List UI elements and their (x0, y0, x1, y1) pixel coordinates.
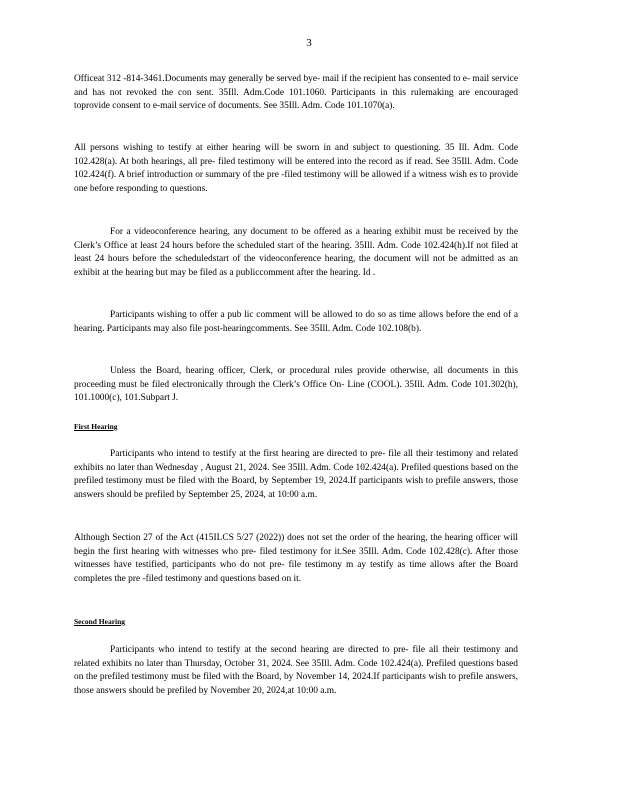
paragraph-sworn-testimony: All persons wishing to testify at either hearing will be sworn in and subject to questioning. 35 Ill. Adm. Code 102.428(a). At both hearings, all pre- filed testimony will be entered into the record as if read. See 35Ill. Adm. Code 102.424(f). A brief introduction or summary of the pre -filed testimony will be allowed if a witness wish es to provide one before responding to questions. (74, 143, 518, 194)
paragraph-service-documents: Officeat 312 -814-3461.Documents may generally be served bye- mail if the recipient has consented to e- mail service and has not revoked the con sent. 35Ill. Adm.Code 101.1060. Participants in this rulemaking are encouraged toprovide consent to e-mail service of documents. See 35Ill. Adm. Code 101.1070(a). (74, 74, 518, 112)
paragraph-second-hearing-prefile: Participants who intend to testify at the second hearing are directed to pre- file all their testimony and related exhibits no later than Thursday, October 31, 2024. See 35Ill. Adm. Code 102.424(a). Prefiled questions based on the prefiled testimony must be filed with the Board, by November 14, 2024.If participants wish to prefile answers, those answers should be prefiled by November 20, 2024,at 10:00 a.m. (74, 645, 518, 696)
paragraph-hearing-order: Although Section 27 of the Act (415ILCS 5/27 (2022)) does not set the order of the hearing, the hearing officer will begin the first hearing with witnesses who pre- filed testimony for it.See 35Ill. Adm. Code 102.428(c). After those witnesses have testified, participants who do not pre- file testimony m ay testify as time allows after the Board completes the pre -filed testimony and questions based on it. (74, 533, 518, 584)
heading-second-hearing: Second Hearing (74, 617, 126, 626)
paragraph-public-comment: Participants wishing to offer a pub lic comment will be allowed to do so as time allows before the end of a hearing. Participants may also file post-hearingcomments. See 35Ill. Adm. Code 102.108(b). (74, 310, 518, 334)
paragraph-first-hearing-prefile: Participants who intend to testify at the first hearing are directed to pre- file all their testimony and related exhibits no later than Wednesday , August 21, 2024. See 35Ill. Adm. Code 102.424(a). Prefiled questions based on the prefiled testimony must be filed with the Board, by September 19, 2024.If participants wish to prefile answers, those answers should be prefiled by September 25, 2024, at 10:00 a.m. (74, 449, 518, 500)
paragraph-videoconference-exhibits: For a videoconference hearing, any document to be offered as a hearing exhibit must be received by the Clerk’s Office at least 24 hours before the scheduled start of the hearing. 35Ill. Adm. Code 102.424(h).If not filed at least 24 hours before the scheduledstart of the videoconference hearing, the document will not be admitted as an exhibit at the hearing but may be filed as a publiccomment after the hearing. Id . (74, 227, 518, 278)
page-number: 3 (306, 37, 312, 49)
paragraph-electronic-filing: Unless the Board, hearing officer, Clerk, or procedural rules provide otherwise, all documents in this proceeding must be filed electronically through the Clerk’s Office On- Line (COOL). 35Ill. Adm. Code 101.302(h), 101.1000(c), 101.Subpart J. (74, 366, 518, 404)
heading-first-hearing: First Hearing (74, 422, 118, 431)
